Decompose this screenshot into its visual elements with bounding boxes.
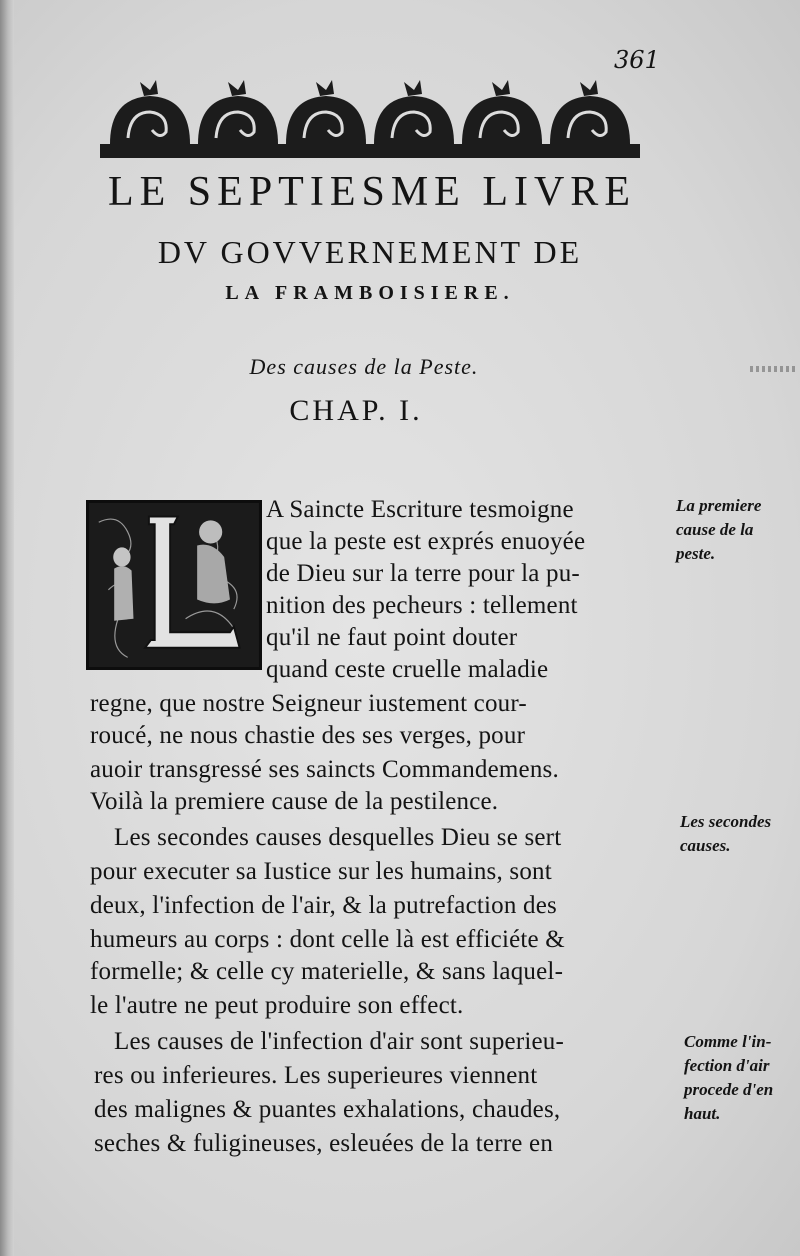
text-line-10: Voilà la premiere cause de la pestilence. bbox=[90, 788, 499, 815]
text-line-16: le l'autre ne peut produire son effect. bbox=[90, 992, 464, 1019]
text-line-18: res ou inferieures. Les superieures viennent bbox=[94, 1062, 538, 1089]
margin-note-line: cause de la bbox=[676, 520, 754, 539]
text-line-8: roucé, ne nous chastie des ses verges, pour bbox=[90, 722, 526, 749]
margin-note-line: La premiere bbox=[676, 496, 762, 515]
margin-note-line: causes. bbox=[680, 836, 731, 855]
text-line-1: A Saincte Escriture tesmoigne bbox=[266, 496, 574, 523]
text-line-14: humeurs au corps : dont celle là est efficiéte & bbox=[90, 926, 565, 953]
text-line-17: Les causes de l'infection d'air sont superieu- bbox=[114, 1028, 565, 1055]
margin-note-line: Les secondes bbox=[680, 812, 772, 831]
text-line-12: pour executer sa Iustice sur les humains, sont bbox=[90, 858, 552, 885]
text-line-19: des malignes & puantes exhalations, chaudes, bbox=[94, 1096, 561, 1123]
text-line-5: qu'il ne faut point douter bbox=[266, 624, 518, 651]
woodcut-initial-L bbox=[86, 500, 262, 670]
margin-note-infection bbox=[684, 1030, 773, 1126]
margin-note-line: Comme l'in- bbox=[684, 1032, 772, 1051]
section-subtitle: Des causes de la Peste. bbox=[249, 354, 479, 379]
floral-headpiece-ornament bbox=[100, 78, 640, 160]
margin-note-second-causes bbox=[680, 810, 771, 858]
text-line-15: formelle; & celle cy materielle, & sans laquel- bbox=[90, 958, 564, 985]
book-title-line-2: DV GOVVERNEMENT DE bbox=[157, 234, 583, 270]
text-line-13: deux, l'infection de l'air, & la putrefaction des bbox=[90, 892, 557, 919]
margin-smudge bbox=[750, 366, 796, 372]
text-line-6: quand ceste cruelle maladie bbox=[266, 656, 549, 683]
text-line-11: Les secondes causes desquelles Dieu se sert bbox=[114, 824, 562, 851]
margin-note-line: fection d'air bbox=[684, 1056, 770, 1075]
margin-note-line: peste. bbox=[676, 544, 716, 563]
text-line-4: nition des pecheurs : tellement bbox=[266, 592, 578, 619]
page-number: 361 bbox=[614, 46, 660, 74]
chapter-heading: CHAP. I. bbox=[289, 394, 423, 427]
text-line-20: seches & fuligineuses, esleuées de la terre en bbox=[94, 1130, 554, 1157]
book-title-line-3: LA FRAMBOISIERE. bbox=[225, 282, 515, 304]
text-line-7: regne, que nostre Seigneur iustement cour- bbox=[90, 690, 527, 717]
text-line-9: auoir transgressé ses saincts Commandemens. bbox=[90, 756, 559, 783]
margin-note-line: haut. bbox=[684, 1104, 721, 1123]
margin-note-line: procede d'en bbox=[684, 1080, 774, 1099]
book-title-line-1: LE SEPTIESME LIVRE bbox=[108, 169, 636, 215]
text-line-2: que la peste est exprés enuoyée bbox=[266, 528, 586, 555]
margin-note-first-cause bbox=[676, 494, 761, 566]
text-line-3: de Dieu sur la terre pour la pu- bbox=[266, 560, 580, 587]
